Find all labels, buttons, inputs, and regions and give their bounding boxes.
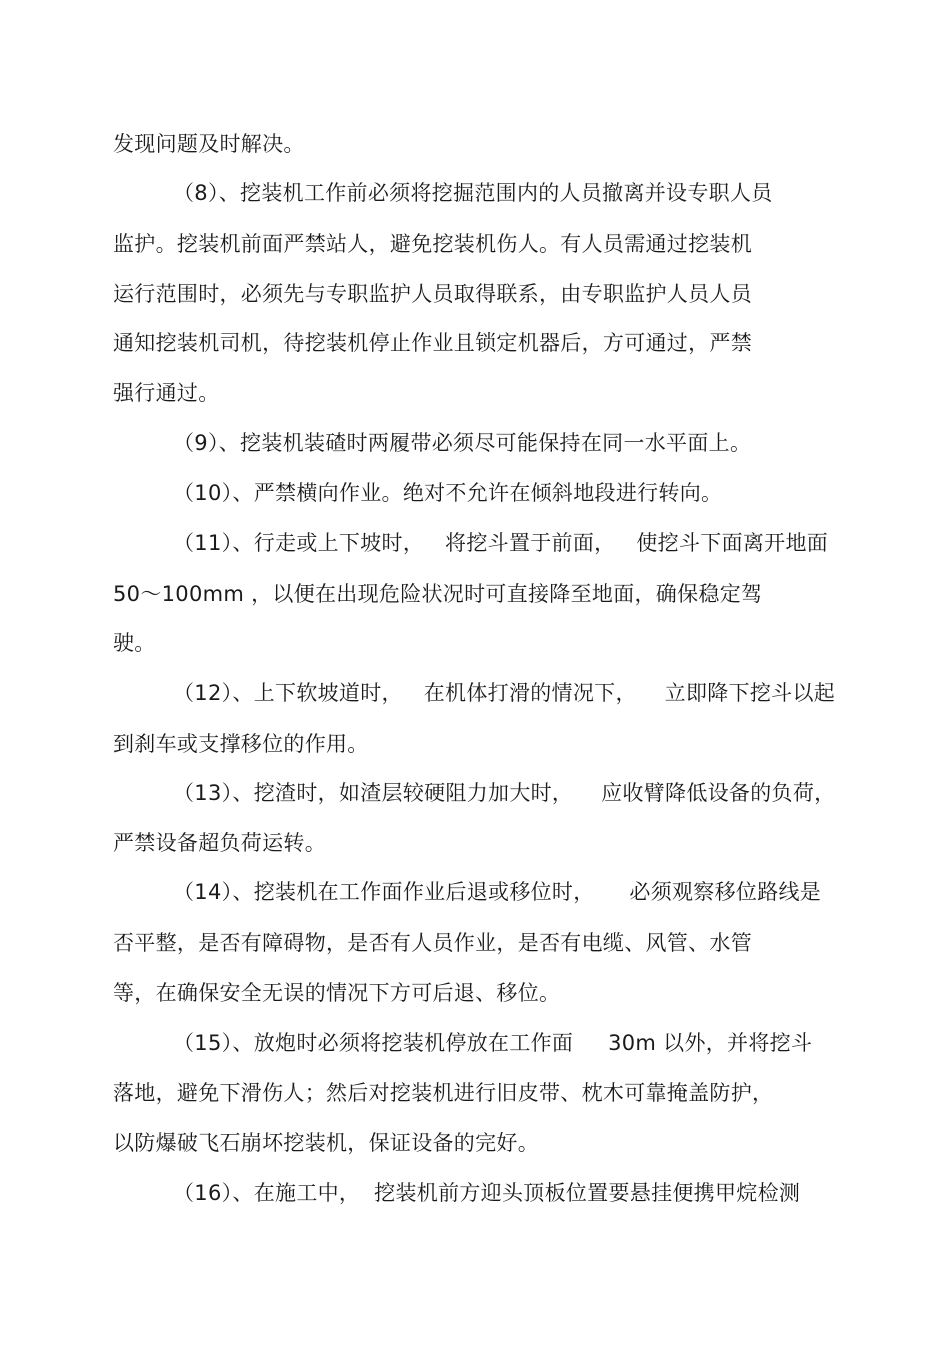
text-line: 运行范围时，必须先与专职监护人员取得联系，由专职监护人员人员 [113,282,752,306]
text-line: 以防爆破飞石崩坏挖装机，保证设备的完好。 [113,1131,539,1155]
paragraph-16-line: （16）、在施工中， 挖装机前方迎头顶板位置要悬挂便携甲烷检测 [173,1181,801,1205]
paragraph-13-line: （13）、挖渣时，如渣层较硬阻力加大时， 应收臂降低设备的负荷， [173,781,836,805]
text-line: 通知挖装机司机，待挖装机停止作业且锁定机器后，方可通过，严禁 [113,331,752,355]
text-line: 监护。挖装机前面严禁站人，避免挖装机伤人。有人员需通过挖装机 [113,232,752,256]
text-line: 否平整，是否有障碍物，是否有人员作业，是否有电缆、风管、水管 [113,931,752,955]
text-line: 50～100mm ，以便在出现危险状况时可直接降至地面，确保稳定驾 [113,582,763,606]
text-line: 驶。 [113,631,156,655]
text-line: 发现问题及时解决。 [113,132,305,156]
paragraph-11-line: （11）、行走或上下坡时， 将挖斗置于前面， 使挖斗下面离开地面 [173,531,829,555]
paragraph-10-line: （10）、严禁横向作业。绝对不允许在倾斜地段进行转向。 [173,481,723,505]
text-line: 到刹车或支撑移位的作用。 [113,732,369,756]
text-line: 强行通过。 [113,381,220,405]
paragraph-12-line: （12）、上下软坡道时， 在机体打滑的情况下， 立即降下挖斗以起 [173,681,836,705]
paragraph-9-line: （9）、挖装机装碴时两履带必须尽可能保持在同一水平面上。 [173,431,752,455]
paragraph-14-line: （14）、挖装机在工作面作业后退或移位时， 必须观察移位路线是 [173,880,822,904]
paragraph-15-line: （15）、放炮时必须将挖装机停放在工作面 30m 以外，并将挖斗 [173,1031,813,1055]
text-line: 严禁设备超负荷运转。 [113,831,326,855]
paragraph-8-line: （8）、挖装机工作前必须将挖掘范围内的人员撤离并设专职人员 [173,181,773,205]
text-line: 落地，避免下滑伤人；然后对挖装机进行旧皮带、枕木可靠掩盖防护， [113,1081,774,1105]
text-line: 等，在确保安全无误的情况下方可后退、移位。 [113,981,561,1005]
